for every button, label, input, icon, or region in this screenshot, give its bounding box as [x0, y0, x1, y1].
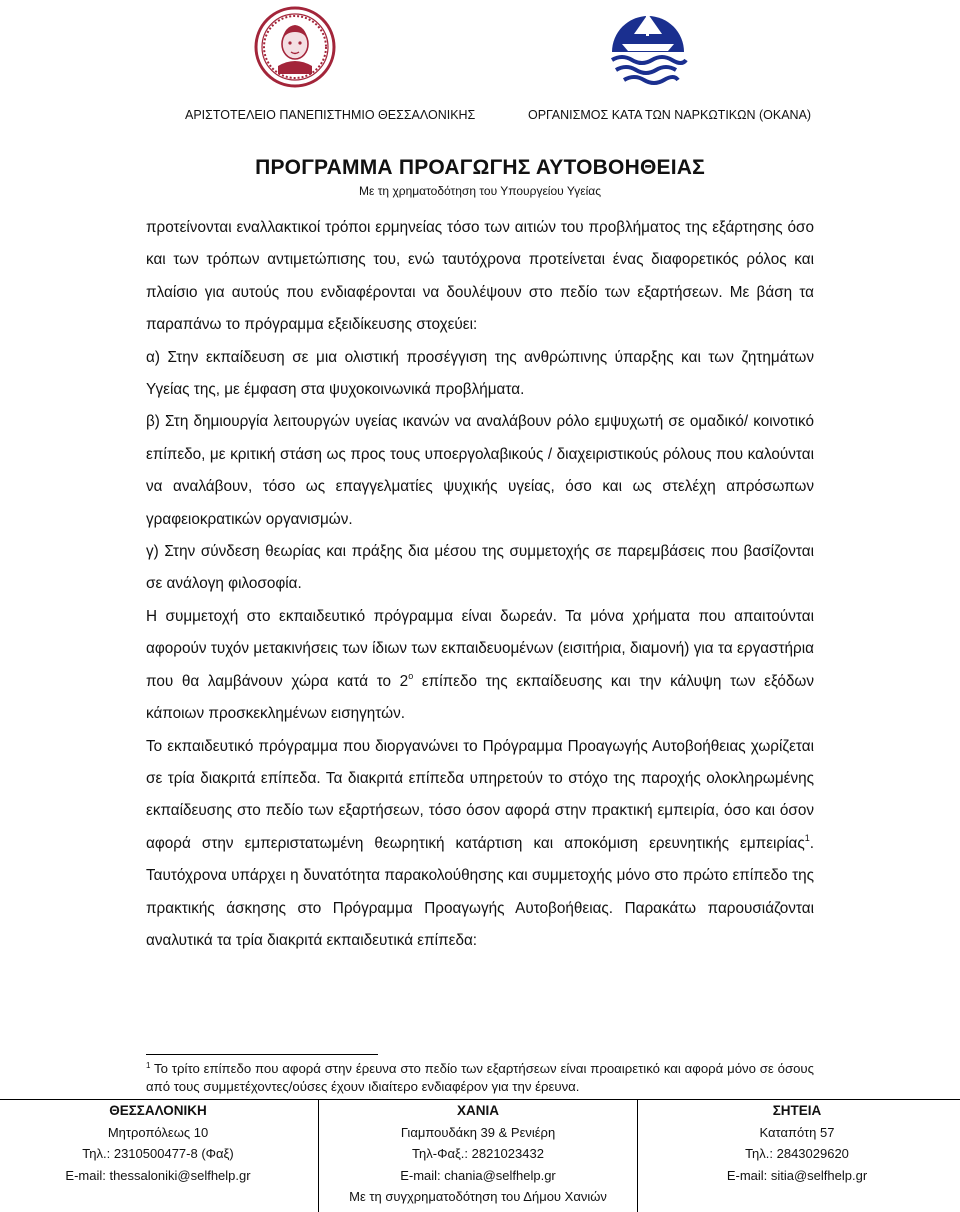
footer-email: E-mail: sitia@selfhelp.gr — [726, 1167, 868, 1183]
ordinal-superscript: ο — [408, 670, 414, 681]
okana-name: ΟΡΓΑΝΙΣΜΟΣ ΚΑΤΑ ΤΩΝ ΝΑΡΚΩΤΙΚΩΝ (ΟΚΑΝΑ) — [528, 108, 812, 122]
paragraph-levels — [146, 731, 814, 958]
page-footer — [0, 1099, 960, 1212]
footnote-marker: 1 — [146, 1061, 151, 1070]
paragraph-goal-a: α) Στην εκπαίδευση σε μια ολιστική προσέγγιση της ανθρώπινης ύπαρξης και των ζητημάτων Υγείας της, με έμφαση στα ψυχοκοινωνικά προβλήματα. — [146, 348, 814, 399]
footer-email: E-mail: thessaloniki@selfhelp.gr — [65, 1167, 251, 1183]
program-subtitle: Με τη χρηματοδότηση του Υπουργείου Υγείας — [359, 184, 601, 198]
footer-phone: Τηλ.: 2843029620 — [745, 1146, 849, 1161]
okana-logo-icon — [608, 4, 688, 90]
paragraph-cost-part1: Η συμμετοχή στο εκπαιδευτικό πρόγραμμα είναι δωρεάν. Τα μόνα χρήματα που απαιτούνται αφορούν τυχόν μετακινήσεις των ίδιων των εκπαιδευομένων (εισιτήρια, διαμονή) για τα εργαστήρια που θα λαμβάνουν χώρα κατά το 2 — [146, 607, 814, 690]
footer-email: E-mail: chania@selfhelp.gr — [400, 1167, 556, 1183]
footer-city: ΧΑΝΙΑ — [456, 1103, 499, 1118]
footer-funding: Με τη συγχρηματοδότηση του Δήμου Χανιών — [349, 1189, 607, 1204]
paragraph-cost-part2: επίπεδο της εκπαίδευσης και την κάλυψη των εξόδων κάποιων προσκεκλημένων εισηγητών. — [146, 672, 814, 723]
paragraph-intro: προτείνονται εναλλακτικοί τρόποι ερμηνείας τόσο των αιτιών του προβλήματος της εξάρτησης όσο και των τρόπων αντιμετώπισης του, ενώ ταυτόχρονα προτείνεται ένας διαφορετικός ρόλος και πλαίσιο για αυτούς που ενδιαφέρονται να δουλέψουν στο πεδίο των εξαρτήσεων. Με βάση τα παραπάνω το πρόγραμμα εξειδίκευσης στοχεύει: — [146, 219, 814, 334]
paragraph-goal-b: β) Στη δημιουργία λειτουργών υγείας ικανών να αναλάβουν ρόλο εμψυχωτή σε ομαδικό/ κοινοτικό επίπεδο, με κριτική στάση ως προς τους υποεργολαβικούς / διαχειριστικούς ρόλους που καλούνται να αναλάβουν, τόσο ως επαγγελματίες ψυχικής υγείας, όσο και ως στελέχη απρόσωπων γραφειοκρατικών οργανισμών. — [146, 413, 814, 528]
footer-chania — [318, 1100, 638, 1212]
footer-phone: Τηλ.: 2310500477-8 (Φαξ) — [82, 1146, 234, 1161]
document-body — [146, 212, 814, 957]
paragraph-levels-part1: Το εκπαιδευτικό πρόγραμμα που διοργανώνει το Πρόγραμμα Προαγωγής Αυτοβοήθειας χωρίζεται σε τρία διακριτά επίπεδα. Τα διακριτά επίπεδα υπηρετούν το στόχο της παροχής ολοκληρωμένης εκπαίδευσης στο πεδίο των εξαρτήσεων, τόσο όσον αφορά στην πρακτική εμπειρία, όσο και όσον αφορά στην εμπεριστατωμένη θεωρητική κατάρτιση και αποκόμιση ερευνητικής εμπειρίας — [146, 737, 814, 852]
footer-address: Μητροπόλεως 10 — [107, 1124, 209, 1140]
footnote-divider — [146, 1054, 378, 1055]
footer-address: Καταπότη 57 — [759, 1124, 835, 1140]
program-title: ΠΡΟΓΡΑΜΜΑ ΠΡΟΑΓΩΓΗΣ ΑΥΤΟΒΟΗΘΕΙΑΣ — [255, 156, 705, 179]
footnote-reference: 1 — [804, 832, 810, 843]
footer-city: ΘΕΣΣΑΛΟΝΙΚΗ — [109, 1103, 207, 1118]
university-seal-icon — [254, 4, 336, 90]
footer-city: ΣΗΤΕΙΑ — [772, 1103, 822, 1118]
university-name: ΑΡΙΣΤΟΤΕΛΕΙΟ ΠΑΝΕΠΙΣΤΗΜΙΟ ΘΕΣΣΑΛΟΝΙΚΗΣ — [185, 108, 476, 122]
footnote — [146, 1060, 814, 1096]
footer-thessaloniki — [0, 1100, 316, 1212]
footer-siteia — [638, 1100, 956, 1212]
footer-address: Γιαμπουδάκη 39 & Ρενιέρη — [400, 1124, 556, 1140]
paragraph-levels-part2: . Ταυτόχρονα υπάρχει η δυνατότητα παρακολούθησης και συμμετοχής μόνο στο πρώτο επίπεδο της πρακτικής άσκησης στο Πρόγραμμα Προαγωγής Αυτοβοήθειας. Παρακάτω παρουσιάζονται αναλυτικά τα τρία διακριτά εκπαιδευτικά επίπεδα: — [146, 834, 814, 949]
paragraph-cost — [146, 601, 814, 731]
footer-phone: Τηλ-Φαξ.: 2821023432 — [412, 1146, 544, 1161]
footnote-text: Το τρίτο επίπεδο που αφορά στην έρευνα στο πεδίο των εξαρτήσεων είναι προαιρετικό και αφορά μόνο σε όσους από τους συμμετέχοντες/ούσες έχουν ιδιαίτερο ενδιαφέρον για την έρευνα. — [146, 1061, 814, 1094]
paragraph-goal-c: γ) Στην σύνδεση θεωρίας και πράξης δια μέσου της συμμετοχής σε παρεμβάσεις που βασίζονται σε ανάλογη φιλοσοφία. — [146, 543, 814, 593]
